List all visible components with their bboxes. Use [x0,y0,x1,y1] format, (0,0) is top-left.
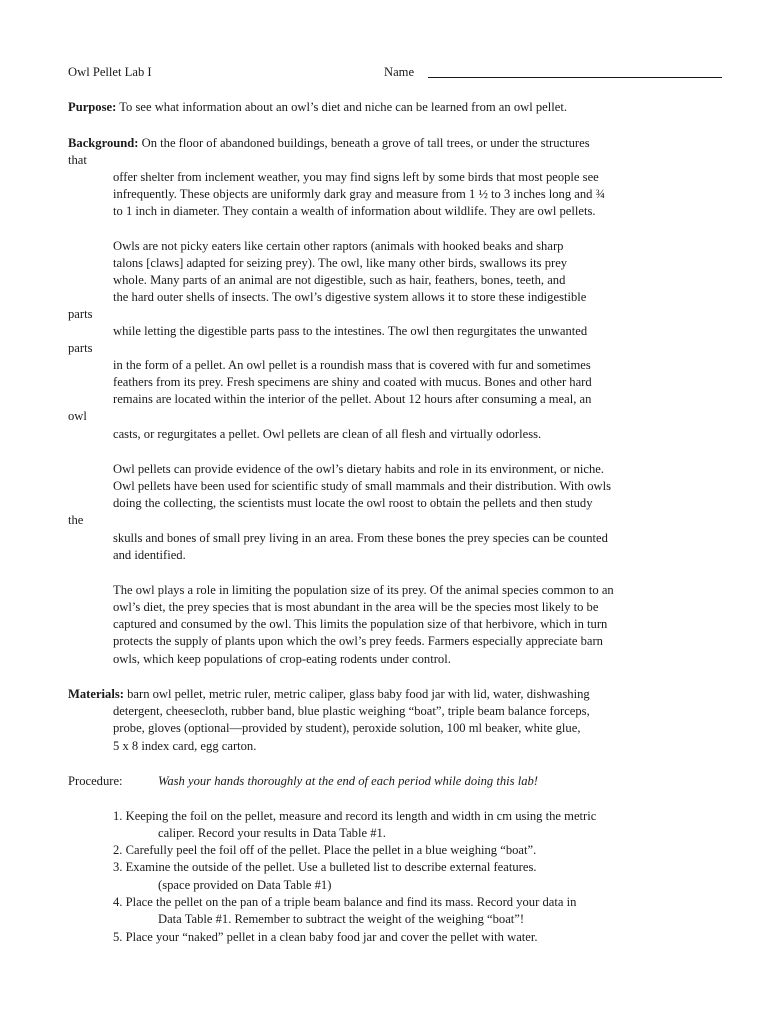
background-line: to 1 inch in diameter. They contain a wealth of information about wildlife. They are owl pellets. [113,204,596,218]
background-line: remains are located within the interior of the pellet. About 12 hours after consuming a meal, an [113,392,592,406]
background-line: owls, which keep populations of crop-eating rodents under control. [113,652,451,666]
procedure-label: Procedure: [68,774,123,788]
purpose-line [68,99,567,116]
name-blank-line [428,77,722,78]
background-line: the [68,513,84,527]
procedure-step: (space provided on Data Table #1) [158,878,332,892]
background-line: casts, or regurgitates a pellet. Owl pellets are clean of all flesh and virtually odorless. [113,427,542,441]
background-line: owl’s diet, the prey species that is most abundant in the area will be the species most likely to be [113,600,599,614]
background-line: owl [68,409,87,423]
background-line: and identified. [113,548,186,562]
background-line: offer shelter from inclement weather, you may find signs left by some birds that most people see [113,170,599,184]
background-label: Background: [68,136,139,150]
procedure-step: 1. Keeping the foil on the pellet, measure and record its length and width in cm using the metric [113,809,597,823]
materials-line: detergent, cheesecloth, rubber band, blue plastic weighing “boat”, triple beam balance forceps, [113,704,590,718]
background-line: while letting the digestible parts pass to the intestines. The owl then regurgitates the unwanted [113,324,588,338]
background-line: Owl pellets have been used for scientific study of small mammals and their distribution. With owls [113,479,612,493]
background-line: talons [claws] adapted for seizing prey). The owl, like many other birds, swallows its prey [113,256,568,270]
procedure-step: 5. Place your “naked” pellet in a clean baby food jar and cover the pellet with water. [113,930,538,944]
materials-line: probe, gloves (optional—provided by student), peroxide solution, 100 ml beaker, white glue, [113,721,581,735]
background-line: in the form of a pellet. An owl pellet is a roundish mass that is covered with fur and sometimes [113,358,591,372]
materials-line: 5 x 8 index card, egg carton. [113,739,257,753]
background-line: infrequently. These objects are uniformly dark gray and measure from 1 ½ to 3 inches long and ¾ [113,187,606,201]
procedure-note: Wash your hands thoroughly at the end of each period while doing this lab! [158,774,539,788]
purpose-text: To see what information about an owl’s diet and niche can be learned from an owl pellet. [119,100,567,114]
background-line: captured and consumed by the owl. This limits the population size of that herbivore, which in turn [113,617,608,631]
background-line: Owls are not picky eaters like certain other raptors (animals with hooked beaks and sharp [113,239,564,253]
background-line: that [68,153,87,167]
background-line: parts [68,341,93,355]
background-line: parts [68,307,93,321]
materials-line-1: Materials: barn owl pellet, metric ruler, metric caliper, glass baby food jar with lid, water, dishwashing [68,687,590,701]
lab-title: Owl Pellet Lab I [68,65,152,79]
background-line: feathers from its prey. Fresh specimens are shiny and coated with mucus. Bones and other hard [113,375,592,389]
background-line: the hard outer shells of insects. The owl’s digestive system allows it to store these indigestible [113,290,587,304]
procedure-step: 2. Carefully peel the foil off of the pellet. Place the pellet in a blue weighing “boat”. [113,843,537,857]
procedure-step: Data Table #1. Remember to subtract the weight of the weighing “boat”! [158,912,525,926]
name-label: Name [384,65,415,79]
procedure-step: 3. Examine the outside of the pellet. Use a bulleted list to describe external features. [113,860,537,874]
procedure-step: 4. Place the pellet on the pan of a triple beam balance and find its mass. Record your data in [113,895,577,909]
purpose-label: Purpose: [68,100,117,114]
background-line: doing the collecting, the scientists must locate the owl roost to obtain the pellets and then study [113,496,593,510]
background-line: whole. Many parts of an animal are not digestible, such as hair, feathers, bones, teeth, and [113,273,566,287]
background-line: skulls and bones of small prey living in an area. From these bones the prey species can be counted [113,531,608,545]
background-line: protects the supply of plants upon which the owl’s prey feeds. Farmers especially appreciate barn [113,634,603,648]
procedure-step: caliper. Record your results in Data Table #1. [158,826,386,840]
background-line: The owl plays a role in limiting the population size of its prey. Of the animal species common to an [113,583,614,597]
materials-label: Materials: [68,687,124,701]
background-line: Owl pellets can provide evidence of the owl’s dietary habits and role in its environment, or niche. [113,462,605,476]
background-line-1: Background: On the floor of abandoned buildings, beneath a grove of tall trees, or under the structures [68,136,590,150]
